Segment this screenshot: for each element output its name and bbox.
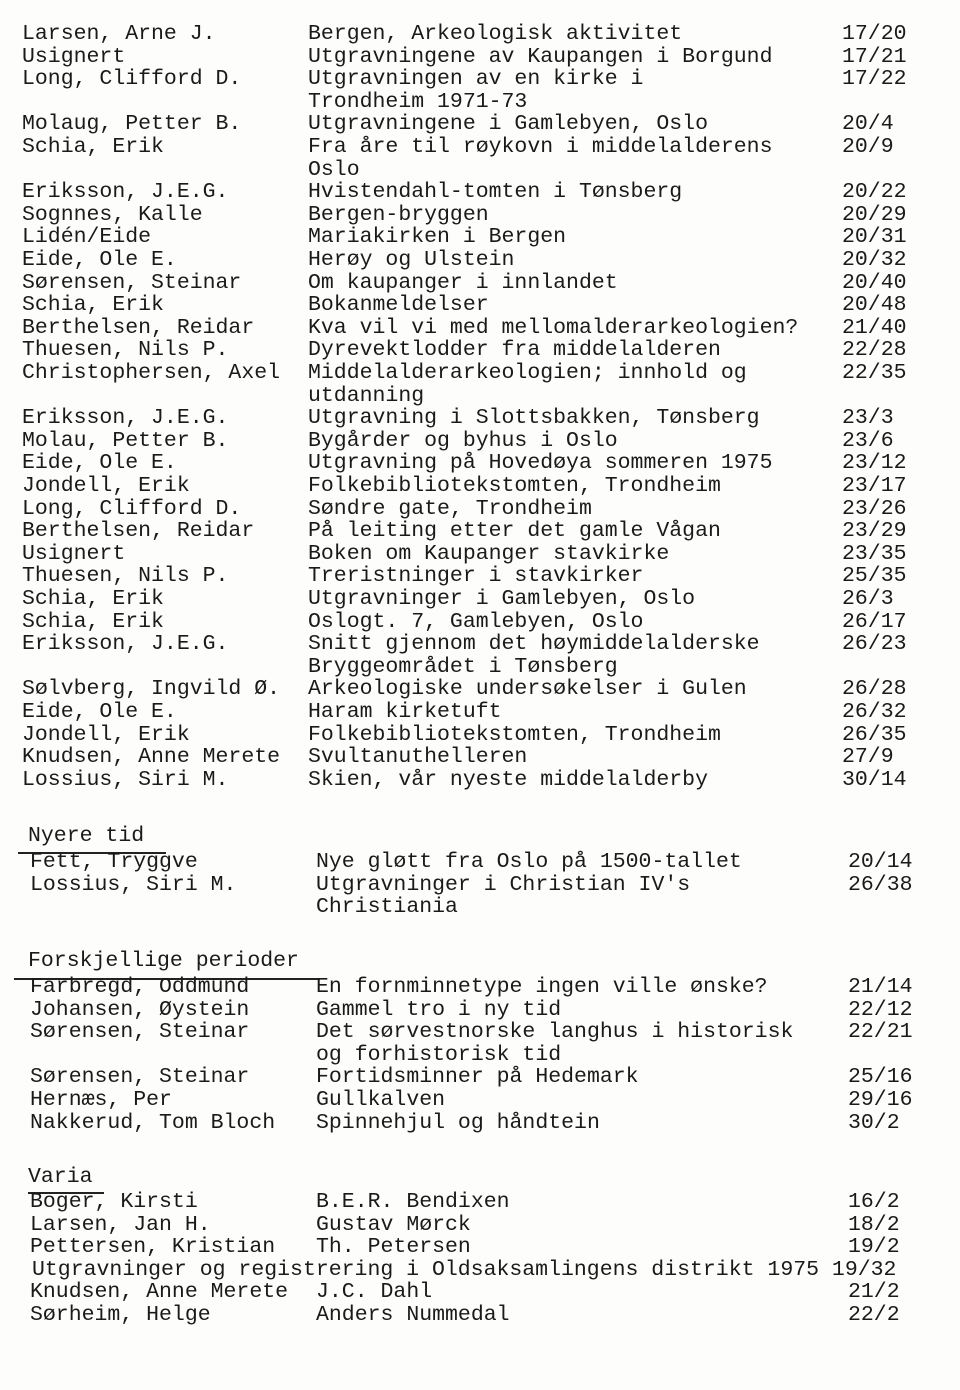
entry-title-continuation: Oslo bbox=[308, 157, 360, 182]
entry-reference: 23/6 bbox=[842, 428, 894, 453]
entry-title: Utgravninger i Gamlebyen, Oslo bbox=[308, 587, 696, 611]
list-item bbox=[0, 497, 960, 521]
entry-author: Thuesen, Nils P. bbox=[22, 338, 229, 363]
entry-author: Pettersen, Kristian bbox=[30, 1235, 276, 1260]
entry-reference: 26/17 bbox=[842, 609, 907, 634]
entry-reference: 17/21 bbox=[842, 44, 907, 69]
entry-title: Treristninger i stavkirker bbox=[308, 564, 644, 589]
list-item bbox=[0, 1213, 960, 1237]
entry-author: Schia, Erik bbox=[22, 293, 164, 318]
entry-author: Eriksson, J.E.G. bbox=[22, 406, 229, 431]
list-item bbox=[0, 135, 960, 159]
entry-author: Eriksson, J.E.G. bbox=[22, 180, 229, 205]
list-item bbox=[0, 768, 960, 792]
entry-reference: 22/35 bbox=[842, 361, 907, 385]
entry-reference: 26/38 bbox=[848, 872, 913, 897]
entry-author: Long, Clifford D. bbox=[22, 496, 242, 521]
entry-author: Knudsen, Anne Merete bbox=[30, 1280, 289, 1305]
list-item bbox=[0, 610, 960, 634]
entry-title: Hvistendahl-tomten i Tønsberg bbox=[308, 180, 683, 205]
entry-title: På leiting etter det gamle Vågan bbox=[308, 519, 721, 544]
entry-title: Oslogt. 7, Gamlebyen, Oslo bbox=[308, 609, 644, 634]
list-item bbox=[0, 850, 960, 874]
entry-reference: 19/2 bbox=[848, 1235, 900, 1260]
entry-title: Bergen-bryggen bbox=[308, 202, 489, 227]
list-item bbox=[0, 361, 960, 385]
entry-title-continuation: Bryggeområdet i Tønsberg bbox=[308, 654, 618, 679]
entry-reference: 30/14 bbox=[842, 767, 907, 792]
entry-author: Eriksson, J.E.G. bbox=[22, 632, 229, 657]
entry-reference: 23/12 bbox=[842, 451, 907, 476]
entry-reference: 20/4 bbox=[842, 112, 894, 137]
entry-title: Folkebibliotekstomten, Trondheim bbox=[308, 722, 721, 747]
entry-title: Utgravningene i Gamlebyen, Oslo bbox=[308, 112, 708, 137]
entry-author: Jondell, Erik bbox=[22, 722, 190, 747]
entry-reference: 20/9 bbox=[842, 135, 894, 159]
entry-reference: 17/20 bbox=[842, 22, 907, 46]
entry-reference: 20/29 bbox=[842, 202, 907, 227]
entry-title: Dyrevektlodder fra middelalderen bbox=[308, 338, 721, 363]
entry-reference: 27/9 bbox=[842, 745, 894, 770]
list-item bbox=[0, 1088, 960, 1112]
entry-author: Christophersen, Axel bbox=[22, 361, 281, 385]
entry-author: Boger, Kirsti bbox=[30, 1190, 198, 1214]
entry-author: Farbregd, Oddmund bbox=[30, 975, 250, 999]
list-item bbox=[0, 564, 960, 588]
entry-author: Usignert bbox=[22, 44, 126, 69]
entry-reference: 21/2 bbox=[848, 1280, 900, 1305]
entry-author: Molaug, Petter B. bbox=[22, 112, 242, 137]
entry-reference: 23/26 bbox=[842, 496, 907, 521]
entry-title-continuation: og forhistorisk tid bbox=[316, 1042, 562, 1067]
entry-reference: 23/35 bbox=[842, 541, 907, 566]
entry-title: Anders Nummedal bbox=[316, 1303, 510, 1327]
entry-author: Sørensen, Steinar bbox=[22, 270, 242, 295]
entry-reference: 23/17 bbox=[842, 474, 907, 498]
list-item bbox=[0, 1303, 960, 1327]
entry-author: Lossius, Siri M. bbox=[30, 872, 237, 897]
entry-reference: 22/12 bbox=[848, 997, 913, 1022]
entry-author: Hernæs, Per bbox=[30, 1088, 172, 1112]
section-heading: Varia bbox=[28, 1165, 93, 1189]
entry-title: Haram kirketuft bbox=[308, 700, 502, 724]
entry-reference: 20/31 bbox=[842, 225, 907, 250]
list-item bbox=[0, 67, 960, 91]
entry-reference: 29/16 bbox=[848, 1088, 913, 1112]
entry-title: Gullkalven bbox=[316, 1088, 446, 1112]
entry-title: Th. Petersen bbox=[316, 1235, 471, 1260]
entry-full-line: Utgravninger og registrering i Oldsaksamlingens distrikt 1975 19/32 bbox=[32, 1257, 897, 1282]
list-item bbox=[0, 873, 960, 897]
entry-title: Bergen, Arkeologisk aktivitet bbox=[308, 22, 683, 46]
entry-title: Svultanuthelleren bbox=[308, 745, 528, 770]
entry-reference: 21/14 bbox=[848, 975, 913, 999]
list-item bbox=[0, 112, 960, 136]
list-item bbox=[0, 723, 960, 747]
entry-reference: 20/48 bbox=[842, 293, 907, 318]
entry-reference: 25/35 bbox=[842, 564, 907, 589]
entry-author: Larsen, Jan H. bbox=[30, 1212, 211, 1237]
entry-title: Utgravning i Slottsbakken, Tønsberg bbox=[308, 406, 760, 431]
entry-title: B.E.R. Bendixen bbox=[316, 1190, 510, 1214]
entry-author: Schia, Erik bbox=[22, 587, 164, 611]
entry-title: Spinnehjul og håndtein bbox=[316, 1110, 600, 1135]
list-item bbox=[0, 406, 960, 430]
entry-title: Utgravninger i Christian IV's bbox=[316, 872, 691, 897]
entry-reference: 26/3 bbox=[842, 587, 894, 611]
entry-title: Om kaupanger i innlandet bbox=[308, 270, 618, 295]
entry-author: Sognnes, Kalle bbox=[22, 202, 203, 227]
list-item bbox=[0, 677, 960, 701]
entry-author: Berthelsen, Reidar bbox=[22, 315, 255, 340]
entry-title-continuation: Christiania bbox=[316, 895, 458, 920]
list-item bbox=[0, 632, 960, 656]
section-heading: Forskjellige perioder bbox=[28, 949, 299, 973]
entry-reference: 26/35 bbox=[842, 722, 907, 747]
list-item bbox=[0, 1065, 960, 1089]
entry-title: Utgravning på Hovedøya sommeren 1975 bbox=[308, 451, 773, 476]
entry-author: Larsen, Arne J. bbox=[22, 22, 216, 46]
entry-title: Bokanmeldelser bbox=[308, 293, 489, 318]
entry-reference: 26/23 bbox=[842, 632, 907, 657]
entry-title: En fornminnetype ingen ville ønske? bbox=[316, 975, 768, 999]
entry-title: Folkebibliotekstomten, Trondheim bbox=[308, 474, 721, 498]
entry-title: Bygårder og byhus i Oslo bbox=[308, 428, 618, 453]
list-item bbox=[0, 474, 960, 498]
entry-title: Boken om Kaupanger stavkirke bbox=[308, 541, 670, 566]
entry-reference: 26/28 bbox=[842, 677, 907, 702]
entry-author: Thuesen, Nils P. bbox=[22, 564, 229, 589]
entry-reference: 20/22 bbox=[842, 180, 907, 205]
entry-reference: 22/2 bbox=[848, 1303, 900, 1327]
entry-author: Eide, Ole E. bbox=[22, 700, 177, 724]
entry-reference: 17/22 bbox=[842, 67, 907, 92]
entry-title: Fra åre til røykovn i middelalderens bbox=[308, 135, 773, 159]
entry-title: Kva vil vi med mellomalderarkeologien? bbox=[308, 315, 799, 340]
entry-author: Molau, Petter B. bbox=[22, 428, 229, 453]
entry-reference: 16/2 bbox=[848, 1190, 900, 1214]
section-heading: Nyere tid bbox=[28, 824, 145, 848]
entry-author: Berthelsen, Reidar bbox=[22, 519, 255, 544]
list-item bbox=[0, 1111, 960, 1135]
entry-title: Middelalderarkeologien; innhold og bbox=[308, 361, 747, 385]
entry-author: Eide, Ole E. bbox=[22, 248, 177, 272]
list-item bbox=[0, 587, 960, 611]
entry-author: Lidén/Eide bbox=[22, 225, 152, 250]
entry-title: J.C. Dahl bbox=[316, 1280, 433, 1305]
list-item bbox=[0, 519, 960, 543]
list-item bbox=[0, 998, 960, 1022]
list-item bbox=[0, 429, 960, 453]
entry-author: Sørensen, Steinar bbox=[30, 1065, 250, 1090]
entry-reference: 21/40 bbox=[842, 315, 907, 340]
entry-title: Arkeologiske undersøkelser i Gulen bbox=[308, 677, 747, 702]
entry-author: Sørheim, Helge bbox=[30, 1303, 211, 1327]
entry-reference: 30/2 bbox=[848, 1110, 900, 1135]
entry-author: Lossius, Siri M. bbox=[22, 767, 229, 792]
list-item bbox=[0, 203, 960, 227]
entry-author: Nakkerud, Tom Bloch bbox=[30, 1110, 276, 1135]
list-item bbox=[0, 316, 960, 340]
entry-reference: 18/2 bbox=[848, 1212, 900, 1237]
entry-title: Gustav Mørck bbox=[316, 1212, 471, 1237]
list-item bbox=[0, 293, 960, 317]
entry-author: Usignert bbox=[22, 541, 126, 566]
entry-author: Long, Clifford D. bbox=[22, 67, 242, 92]
entry-author: Sørensen, Steinar bbox=[30, 1020, 250, 1045]
entry-title-continuation: utdanning bbox=[308, 383, 425, 408]
list-item bbox=[0, 700, 960, 724]
entry-reference: 23/3 bbox=[842, 406, 894, 431]
list-item bbox=[0, 1190, 960, 1214]
entry-reference: 20/40 bbox=[842, 270, 907, 295]
list-item bbox=[0, 451, 960, 475]
entry-title: Fortidsminner på Hedemark bbox=[316, 1065, 639, 1090]
entry-title: Utgravningen av en kirke i bbox=[308, 67, 644, 92]
list-item bbox=[0, 1235, 960, 1259]
entry-title: Skien, vår nyeste middelalderby bbox=[308, 767, 708, 792]
entry-author: Eide, Ole E. bbox=[22, 451, 177, 476]
entry-author: Fett, Tryggve bbox=[30, 850, 198, 874]
list-item bbox=[0, 745, 960, 769]
entry-reference: 20/14 bbox=[848, 850, 913, 874]
list-item bbox=[0, 180, 960, 204]
entry-title-continuation: Trondheim 1971-73 bbox=[308, 89, 528, 114]
entry-author: Sølvberg, Ingvild Ø. bbox=[22, 677, 281, 702]
entry-reference: 26/32 bbox=[842, 700, 907, 724]
entry-reference: 20/32 bbox=[842, 248, 907, 272]
entry-title: Gammel tro i ny tid bbox=[316, 997, 562, 1022]
entry-title: Nye gløtt fra Oslo på 1500-tallet bbox=[316, 850, 742, 874]
list-item bbox=[0, 975, 960, 999]
list-item bbox=[0, 1258, 960, 1282]
list-item bbox=[0, 248, 960, 272]
entry-title: Mariakirken i Bergen bbox=[308, 225, 567, 250]
entry-author: Johansen, Øystein bbox=[30, 997, 250, 1022]
list-item bbox=[0, 45, 960, 69]
entry-reference: 22/28 bbox=[842, 338, 907, 363]
list-item bbox=[0, 225, 960, 249]
entry-author: Jondell, Erik bbox=[22, 474, 190, 498]
entry-title: Det sørvestnorske langhus i historisk bbox=[316, 1020, 794, 1045]
entry-author: Schia, Erik bbox=[22, 135, 164, 159]
list-item bbox=[0, 1280, 960, 1304]
entry-title: Utgravningene av Kaupangen i Borgund bbox=[308, 44, 773, 69]
entry-title: Snitt gjennom det høymiddelalderske bbox=[308, 632, 760, 657]
list-item bbox=[0, 542, 960, 566]
entry-author: Knudsen, Anne Merete bbox=[22, 745, 281, 770]
list-item bbox=[0, 22, 960, 46]
entry-author: Schia, Erik bbox=[22, 609, 164, 634]
list-item bbox=[0, 271, 960, 295]
entry-reference: 22/21 bbox=[848, 1020, 913, 1045]
list-item bbox=[0, 1020, 960, 1044]
list-item bbox=[0, 338, 960, 362]
entry-reference: 23/29 bbox=[842, 519, 907, 544]
entry-title: Herøy og Ulstein bbox=[308, 248, 515, 272]
entry-reference: 25/16 bbox=[848, 1065, 913, 1090]
entry-title: Søndre gate, Trondheim bbox=[308, 496, 592, 521]
